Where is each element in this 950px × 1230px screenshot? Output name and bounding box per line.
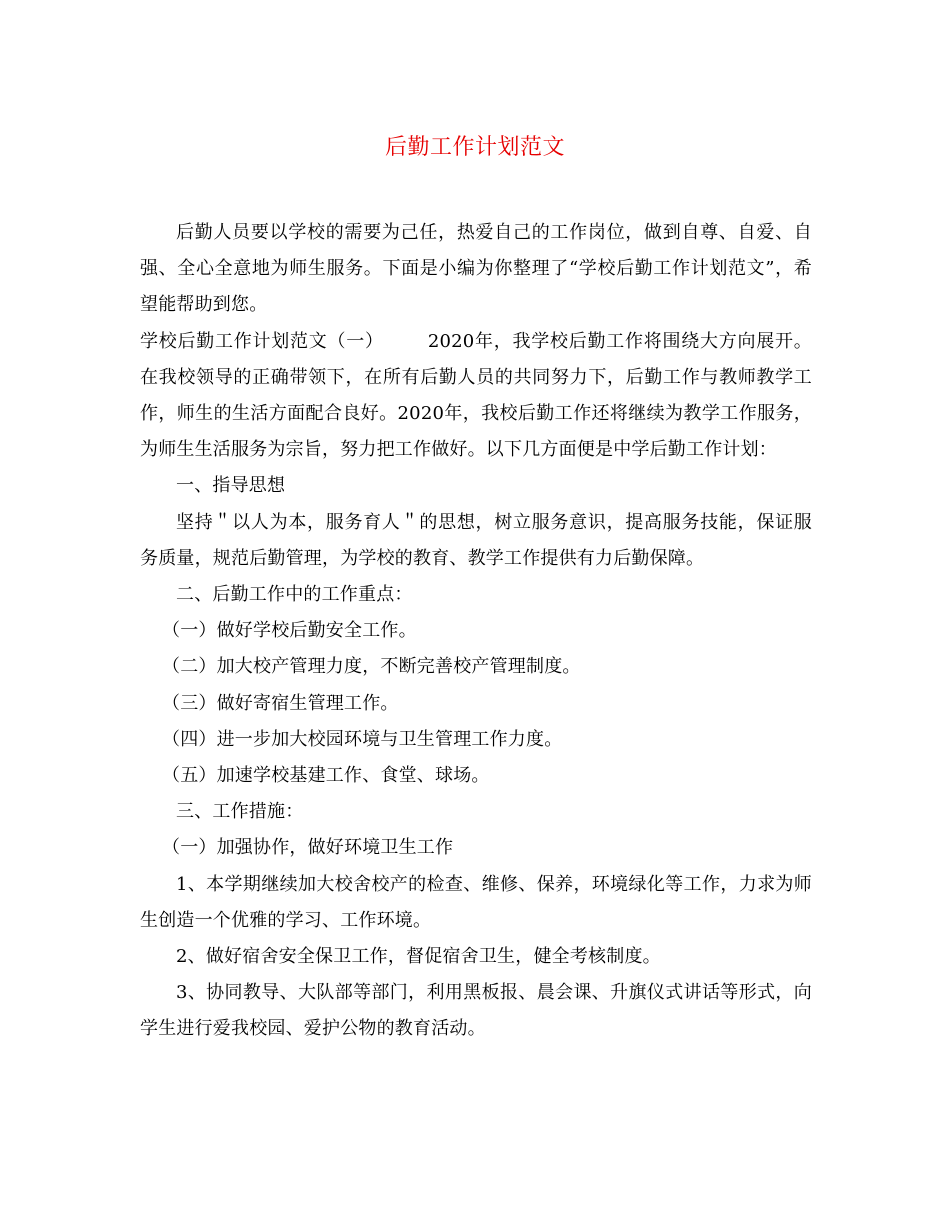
section-one-heading: 学校后勤工作计划范文（一） [140,330,384,352]
document-title: 后勤工作计划范文 [384,135,565,160]
focus-item: （四）进一步加大校园环境与卫生管理工作力度。 [162,728,563,750]
guiding-paragraph: 坚持＂以人为本，服务育人＂的思想，树立服务意识，提高服务技能，保证服务质量，规范后勤管理，为学校的教育、教学工作提供有力后勤保障。 [140,511,812,569]
document-body [140,215,812,1048]
measures-item: 3、协同教导、大队部等部门，利用黑板报、晨会课、升旗仪式讲话等形式，向学生进行爱我校园、爱护公物的教育活动。 [140,982,812,1040]
section-one-text: 2020年，我学校后勤工作将围绕大方向展开。在我校领导的正确带领下，在所有后勤人员的共同努力下，后勤工作与教师教学工作，师生的生活方面配合良好。2020年，我校后勤工作还将继续为教学工作服务，为师生生活服务为宗旨，努力把工作做好。以下几方面便是中学后勤工作计划： [140,330,812,461]
focus-item: （二）加大校产管理力度，不断完善校产管理制度。 [162,656,581,678]
focus-item: （三）做好寄宿生管理工作。 [162,692,399,714]
guiding-heading: 一、指导思想 [176,475,286,497]
focus-item: （五）加速学校基建工作、食堂、球场。 [162,765,490,787]
focus-item: （一）做好学校后勤安全工作。 [162,620,417,642]
intro-paragraph: 后勤人员要以学校的需要为己任，热爱自己的工作岗位，做到自尊、自爱、自强、全心全意地为师生服务。下面是小编为你整理了“学校后勤工作计划范文”，希望能帮助到您。 [140,222,812,316]
measures-subheading: （一）加强协作，做好环境卫生工作 [162,837,454,859]
focus-heading: 二、后勤工作中的工作重点： [176,584,413,606]
section-one-paragraph [140,324,812,469]
measures-item: 2、做好宿舍安全保卫工作，督促宿舍卫生，健全考核制度。 [176,946,661,968]
measures-heading: 三、工作措施： [176,801,304,823]
measures-item: 1、本学期继续加大校舍校产的检查、维修、保养，环境绿化等工作，力求为师生创造一个优雅的学习、工作环境。 [140,873,812,931]
